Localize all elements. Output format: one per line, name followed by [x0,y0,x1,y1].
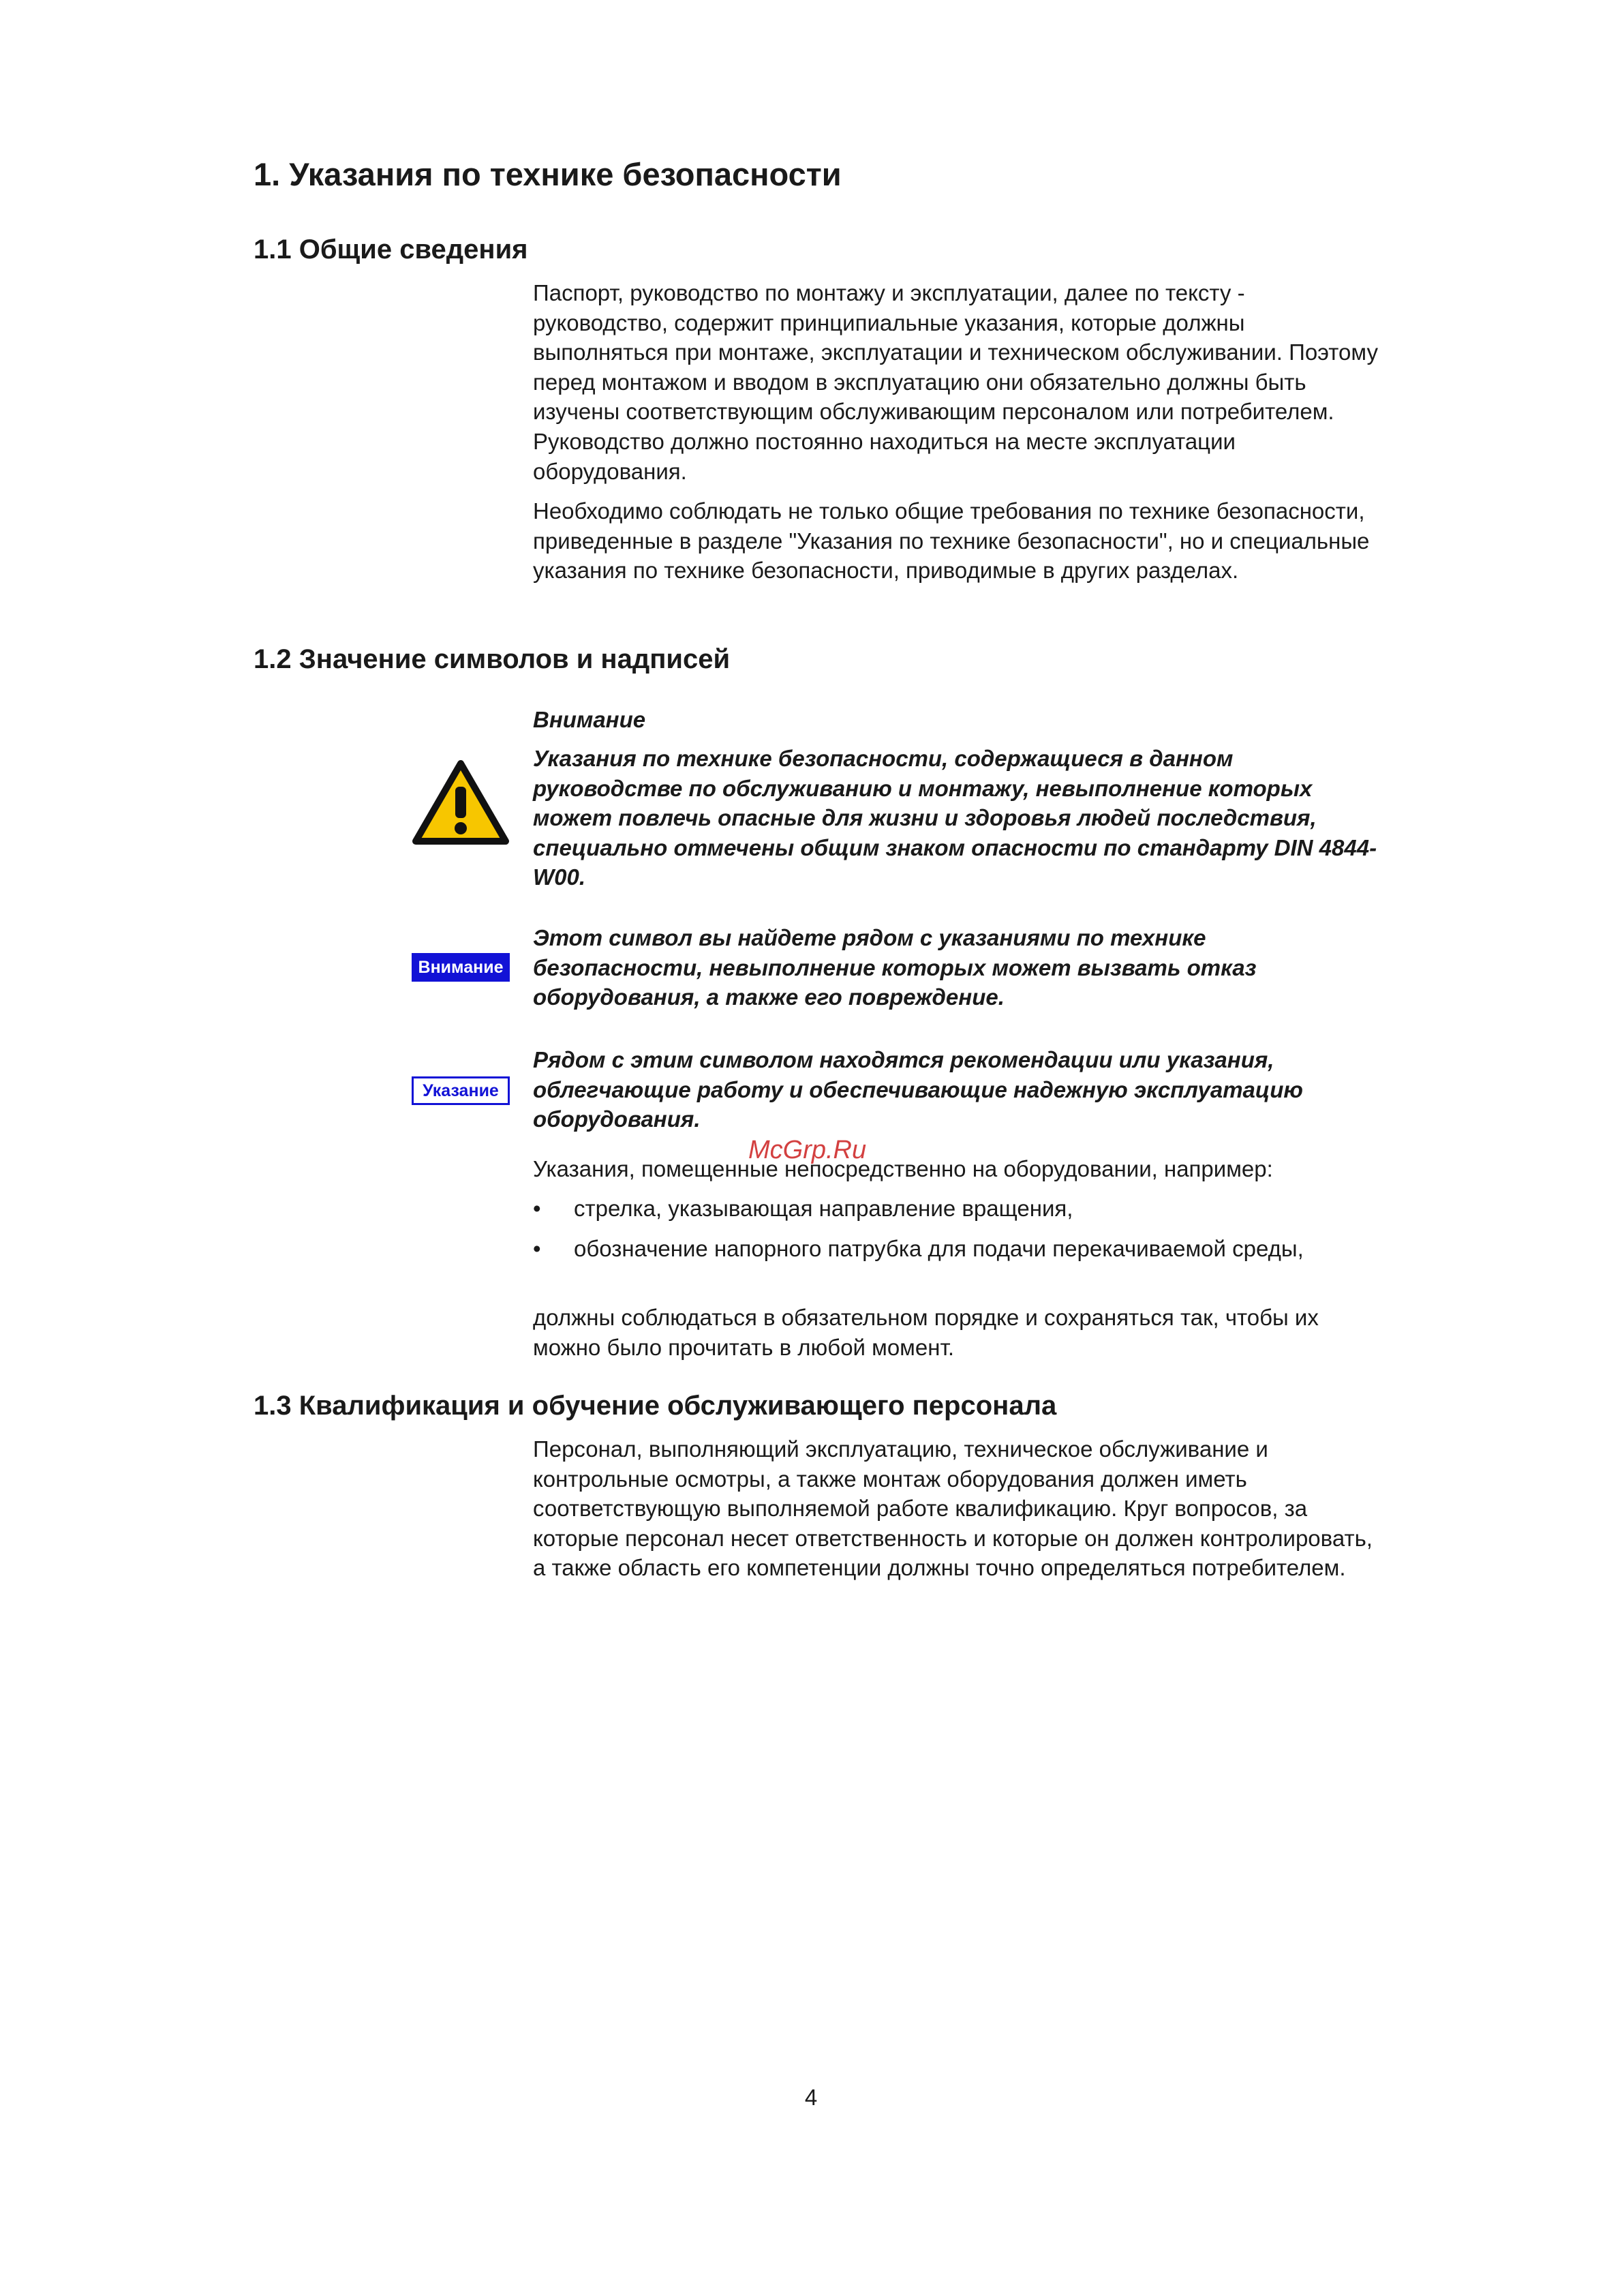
general-info-paragraph-1: Паспорт, руководство по монтажу и эксплуатации, далее по тексту - руководство, содержит принципиальные указания, которые должны выполняться при монтаже, эксплуатации и техническом обслуживании. Поэтому перед монтажом и вводом в эксплуатацию они обязательно должны быть изучены соответствующим обслуживающим персоналом или потребителем. Руководство должно постоянно находиться на месте эксплуатации оборудования. [533,280,1378,484]
equipment-intro: Указания, помещенные непосредственно на оборудовании, например: [533,1156,1273,1181]
bullet-icon: • [533,1196,541,1221]
qualification-text: Персонал, выполняющий эксплуатацию, техническое обслуживание и контрольные осмотры, а также монтаж оборудования должен иметь соответствующую выполняемой работе квалификацию. Круг вопросов, за которые персонал несет ответственность и которые он должен контролировать, а также область его компетенции должны точно определяться потребителем. [533,1436,1373,1581]
section-heading-symbols: 1.2 Значение символов и надписей [254,644,731,674]
equipment-outro: должны соблюдаться в обязательном порядке и сохраняться так, чтобы их можно было прочитать в любой момент. [533,1305,1319,1360]
list-item-text: стрелка, указывающая направление вращения, [574,1196,1073,1221]
section-heading-general: 1.1 Общие сведения [254,235,528,265]
page-title: 1. Указания по технике безопасности [254,156,842,192]
warning-heading: Внимание [533,707,646,732]
section-heading-qualification: 1.3 Квалификация и обучение обслуживающего персонала [254,1391,1057,1421]
attention-description: Этот символ вы найдете рядом с указаниями по технике безопасности, невыполнение которых может вызвать отказ оборудования, а также его повреждение. [533,925,1257,1010]
warning-description: Указания по технике безопасности, содержащиеся в данном руководстве по обслуживанию и монтажу, невыполнение которых может повлечь опасные для жизни и здоровья людей последствия, специально отмечены общим знаком опасности по стандарту DIN 4844-W00. [533,746,1377,890]
page-number: 4 [804,2085,818,2110]
note-description: Рядом с этим символом находятся рекомендации или указания, облегчающие работу и обеспечивающие надежную эксплуатацию оборудования. [533,1047,1303,1132]
note-badge: Указание [412,1076,510,1105]
attention-badge: Внимание [412,953,510,982]
list-item-text: обозначение напорного патрубка для подачи перекачиваемой среды, [574,1236,1304,1261]
general-info-paragraph-2: Необходимо соблюдать не только общие требования по технике безопасности, приведенные в разделе "Указания по технике безопасности", но и специальные указания по технике безопасности, приводимые в других разделах. [533,498,1370,584]
general-info-text [533,278,1378,586]
warning-triangle-icon [412,758,510,847]
bullet-icon: • [533,1236,541,1261]
watermark: McGrp.Ru [748,1136,867,1164]
